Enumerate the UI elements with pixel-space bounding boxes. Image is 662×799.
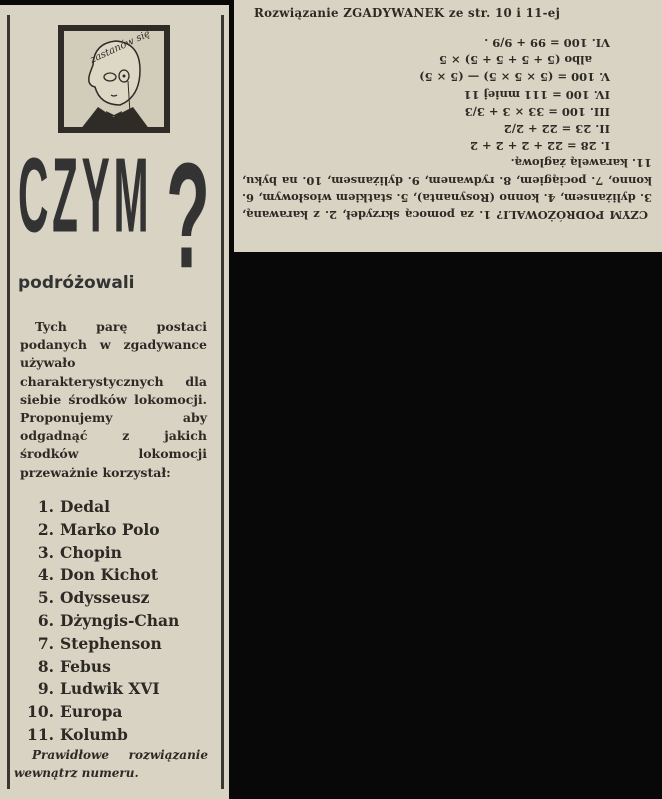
list-item-number: 5. — [37, 588, 54, 608]
list-item — [26, 542, 179, 565]
list-item — [26, 724, 179, 747]
list-item-name: Ludwik XVI — [60, 679, 160, 699]
solutions-title: Rozwiązanie ZGADYWANEK ze str. 10 i 11-ej — [254, 6, 561, 20]
headline-subtitle: podróżowali — [18, 273, 135, 293]
intro-text: Tych parę postaci podanych w zgadywance używało charakterystycznych dla siebie środków lokomocji. Proponujemy aby odgadnąć z jakich środków lokomocji przeważnie korzystał: — [20, 319, 207, 480]
illustration-caption: zastanów się — [88, 28, 152, 66]
list-item-number: 3. — [37, 542, 54, 562]
list-item — [26, 610, 179, 633]
list-item-name: Febus — [60, 656, 111, 676]
solutions-panel — [234, 0, 662, 252]
solutions-body-upside-down — [242, 34, 652, 223]
formula-line: VI. 100 = 99 + 9/9 . — [484, 36, 610, 51]
column-rule-right — [221, 15, 224, 789]
column-rule-left — [7, 15, 10, 789]
list-item-name: Odysseusz — [60, 588, 150, 608]
list-item — [26, 633, 179, 656]
list-item-name: Dedal — [60, 497, 111, 516]
list-item-number: 6. — [37, 610, 54, 630]
solution-note-text: Prawidłowe rozwiązanie wewnątrz numeru. — [14, 748, 208, 780]
list-item — [26, 678, 179, 701]
list-item — [26, 519, 179, 542]
formula-line: V. 100 = (5 × 5 × 5) — (5 × 5) — [419, 70, 610, 85]
list-item-number: 8. — [37, 656, 54, 676]
list-item-name: Marko Polo — [60, 519, 160, 539]
formula-line: I. 28 = 22 + 2 + 2 + 2 — [470, 139, 610, 154]
list-item — [26, 701, 179, 724]
formula-line: IV. 100 = 111 mniej 11 — [463, 87, 610, 102]
solution-note — [14, 746, 208, 782]
list-item-number: 4. — [37, 565, 54, 585]
list-item-number: 11. — [27, 724, 54, 744]
list-item-number: 7. — [37, 633, 54, 653]
formula-line: albo (5 + 5 + 5 + 5) × 5 — [439, 53, 592, 68]
list-item-name: Kolumb — [60, 724, 128, 744]
list-item-number: 10. — [27, 702, 54, 722]
characters-list — [26, 496, 179, 747]
list-item — [26, 496, 179, 519]
thinking-man-illustration — [58, 25, 170, 133]
travel-answers: CZYM PODRÓŻOWALI? 1. za pomocą skrzydeł, 2. z karawaną, 3. dyliżansem, 4. konno (Rosynanta), 5. statkiem wiosłowym, 6. konno, 7. pociągiem, 8. rydwanem, 9. dyliżansem, 10. na byku, 11. karawelą żaglową. — [242, 156, 652, 223]
list-item-name: Stephenson — [60, 633, 162, 653]
list-item — [26, 564, 179, 587]
list-item-number: 1. — [37, 497, 54, 516]
list-item-number: 9. — [37, 679, 54, 699]
formula-line: II. 23 = 22 + 2/2 — [503, 122, 610, 137]
list-item — [26, 587, 179, 610]
headline-title: CZYM — [18, 136, 153, 255]
list-item-name: Dżyngis-Chan — [60, 610, 180, 630]
list-item-name: Europa — [60, 702, 123, 722]
list-item-name: Chopin — [60, 542, 122, 562]
formula-line: III. 100 = 33 × 3 + 3/3 — [464, 105, 610, 120]
list-item-number: 2. — [37, 519, 54, 539]
list-item-name: Don Kichot — [60, 565, 159, 585]
headline-question-mark: ? — [166, 132, 210, 300]
list-item — [26, 656, 179, 679]
intro-paragraph — [20, 318, 207, 482]
puzzle-column — [0, 5, 229, 799]
